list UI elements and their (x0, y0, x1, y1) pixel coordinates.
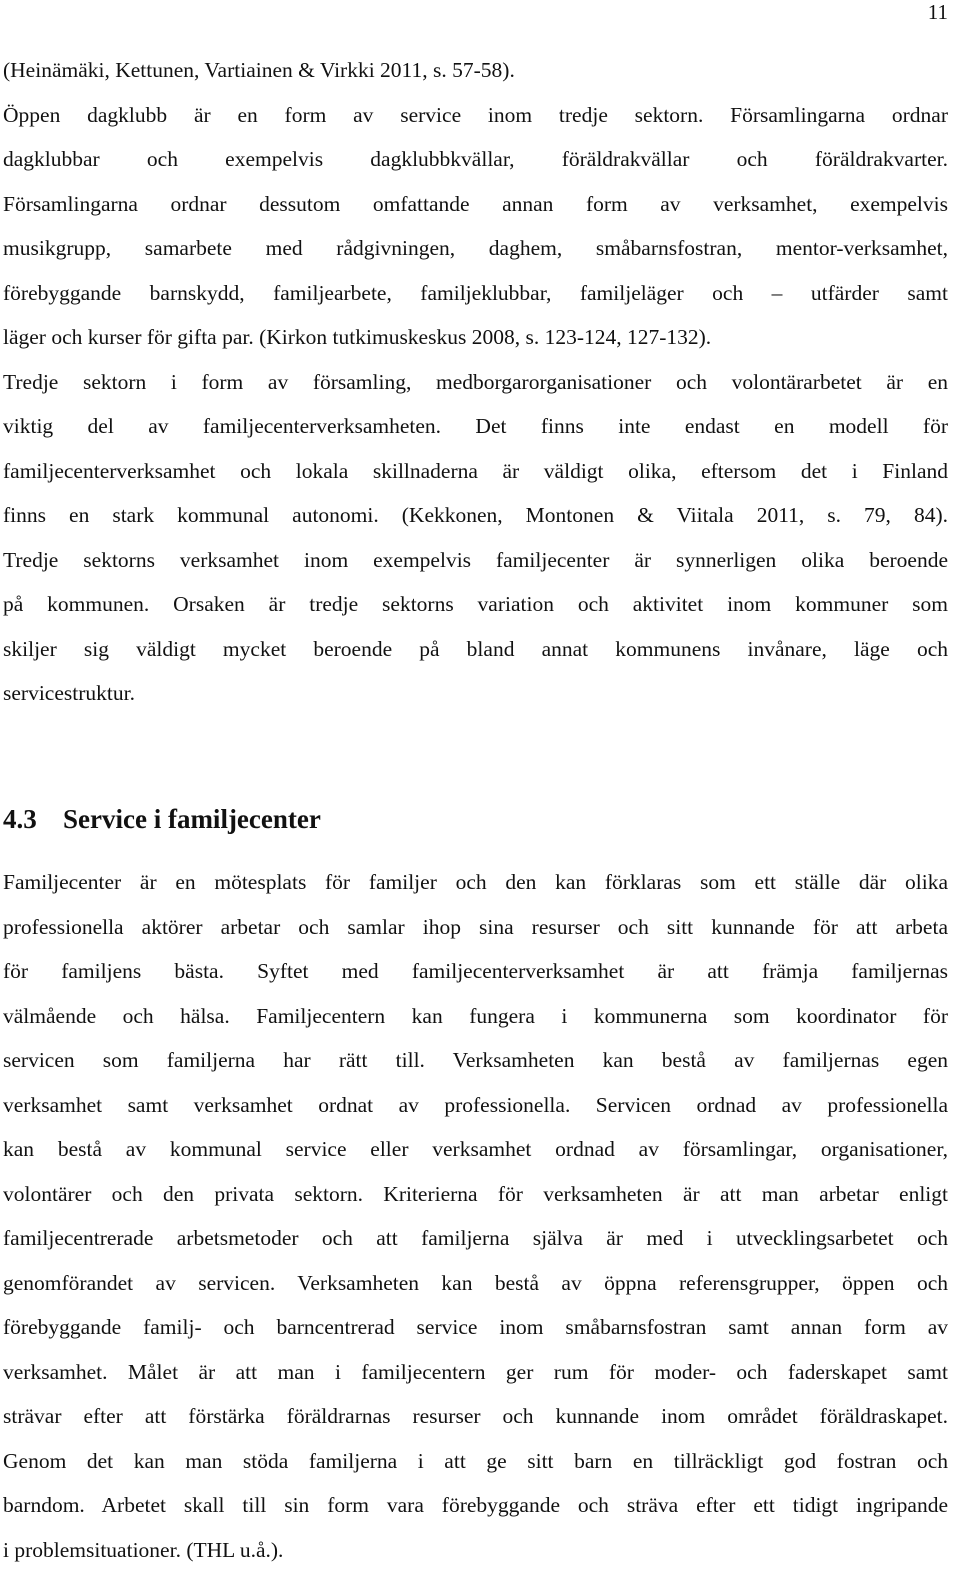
text-line: på kommunen. Orsaken är tredje sektorns variation och aktivitet inom kommuner som (3, 592, 948, 616)
text-line: musikgrupp, samarbete med rådgivningen, daghem, småbarnsfostran, mentor-verksamhet, (3, 236, 948, 260)
text-line: barndom. Arbetet skall till sin form vara förebyggande och sträva efter ett tidigt ingripande (3, 1493, 948, 1517)
text-line: finns en stark kommunal autonomi. (Kekkonen, Montonen & Viitala 2011, s. 79, 84). (3, 503, 948, 527)
text-line: genomförandet av servicen. Verksamheten kan bestå av öppna referensgrupper, öppen och (3, 1270, 948, 1295)
text-line: välmående och hälsa. Familjecentern kan fungera i kommunerna som koordinator för (3, 1003, 948, 1028)
text-line: dagklubbar och exempelvis dagklubbkvällar, föräldrakvällar och föräldrakvarter. (3, 147, 948, 171)
text-line: professionella aktörer arbetar och samlar ihop sina resurser och sitt kunnande för att arbeta (3, 914, 948, 939)
text-line: läger och kurser för gifta par. (Kirkon tutkimuskeskus 2008, s. 123-124, 127-132). (3, 325, 712, 349)
section-number: 4.3 (3, 804, 37, 834)
text-line: verksamhet samt verksamhet ordnat av professionella. Servicen ordnad av professionella (3, 1092, 948, 1117)
text-line: kan bestå av kommunal service eller verksamhet ordnad av församlingar, organisationer, (3, 1137, 948, 1161)
page-number: 11 (927, 0, 948, 24)
text-line: strävar efter att förstärka föräldrarnas resurser och kunnande inom området föräldraskapet. (3, 1404, 948, 1428)
text-line: servicen som familjerna har rätt till. Verksamheten kan bestå av familjernas egen (3, 1048, 948, 1072)
section-heading (3, 796, 948, 842)
text-line: servicestruktur. (3, 681, 135, 705)
text-line: viktig del av familjecenterverksamheten. Det finns inte endast en modell för (3, 414, 948, 438)
text-line: Familjecenter är en mötesplats för familjer och den kan förklaras som ett ställe där olika (3, 870, 948, 894)
text-line: familjecenterverksamhet och lokala skillnaderna är väldigt olika, eftersom det i Finland (3, 458, 948, 483)
text-line: för familjens bästa. Syftet med familjecenterverksamhet är att främja familjernas (3, 959, 948, 983)
text-line: skiljer sig väldigt mycket beroende på bland annat kommunens invånare, läge och (3, 636, 948, 661)
text-line: förebyggande familj- och barncentrerad service inom småbarnsfostran samt annan form av (3, 1315, 948, 1339)
text-line: (Heinämäki, Kettunen, Vartiainen & Virkki 2011, s. 57-58). (3, 58, 515, 82)
text-line: verksamhet. Målet är att man i familjecentern ger rum för moder- och faderskapet samt (3, 1359, 948, 1384)
text-line: familjecentrerade arbetsmetoder och att familjerna själva är med i utvecklingsarbetet och (3, 1226, 948, 1250)
text-line: volontärer och den privata sektorn. Kriterierna för verksamheten är att man arbetar enligt (3, 1181, 948, 1206)
text-line: förebyggande barnskydd, familjearbete, familjeklubbar, familjeläger och – utfärder samt (3, 280, 948, 305)
text-line: Öppen dagklubb är en form av service inom tredje sektorn. Församlingarna ordnar (3, 102, 948, 127)
text-line: Genom det kan man stöda familjerna i att ge sitt barn en tillräckligt god fostran och (3, 1448, 948, 1473)
body-text-section-1 (3, 48, 948, 716)
text-line: Tredje sektorn i form av församling, medborgarorganisationer och volontärarbetet är en (3, 369, 948, 394)
section-title: Service i familjecenter (63, 804, 321, 834)
text-line: Församlingarna ordnar dessutom omfattande annan form av verksamhet, exempelvis (3, 191, 948, 216)
text-line: i problemsituationer. (THL u.å.). (3, 1537, 284, 1562)
body-text-section-2 (3, 860, 948, 1572)
text-line: Tredje sektorns verksamhet inom exempelvis familjecenter är synnerligen olika beroende (3, 547, 948, 572)
